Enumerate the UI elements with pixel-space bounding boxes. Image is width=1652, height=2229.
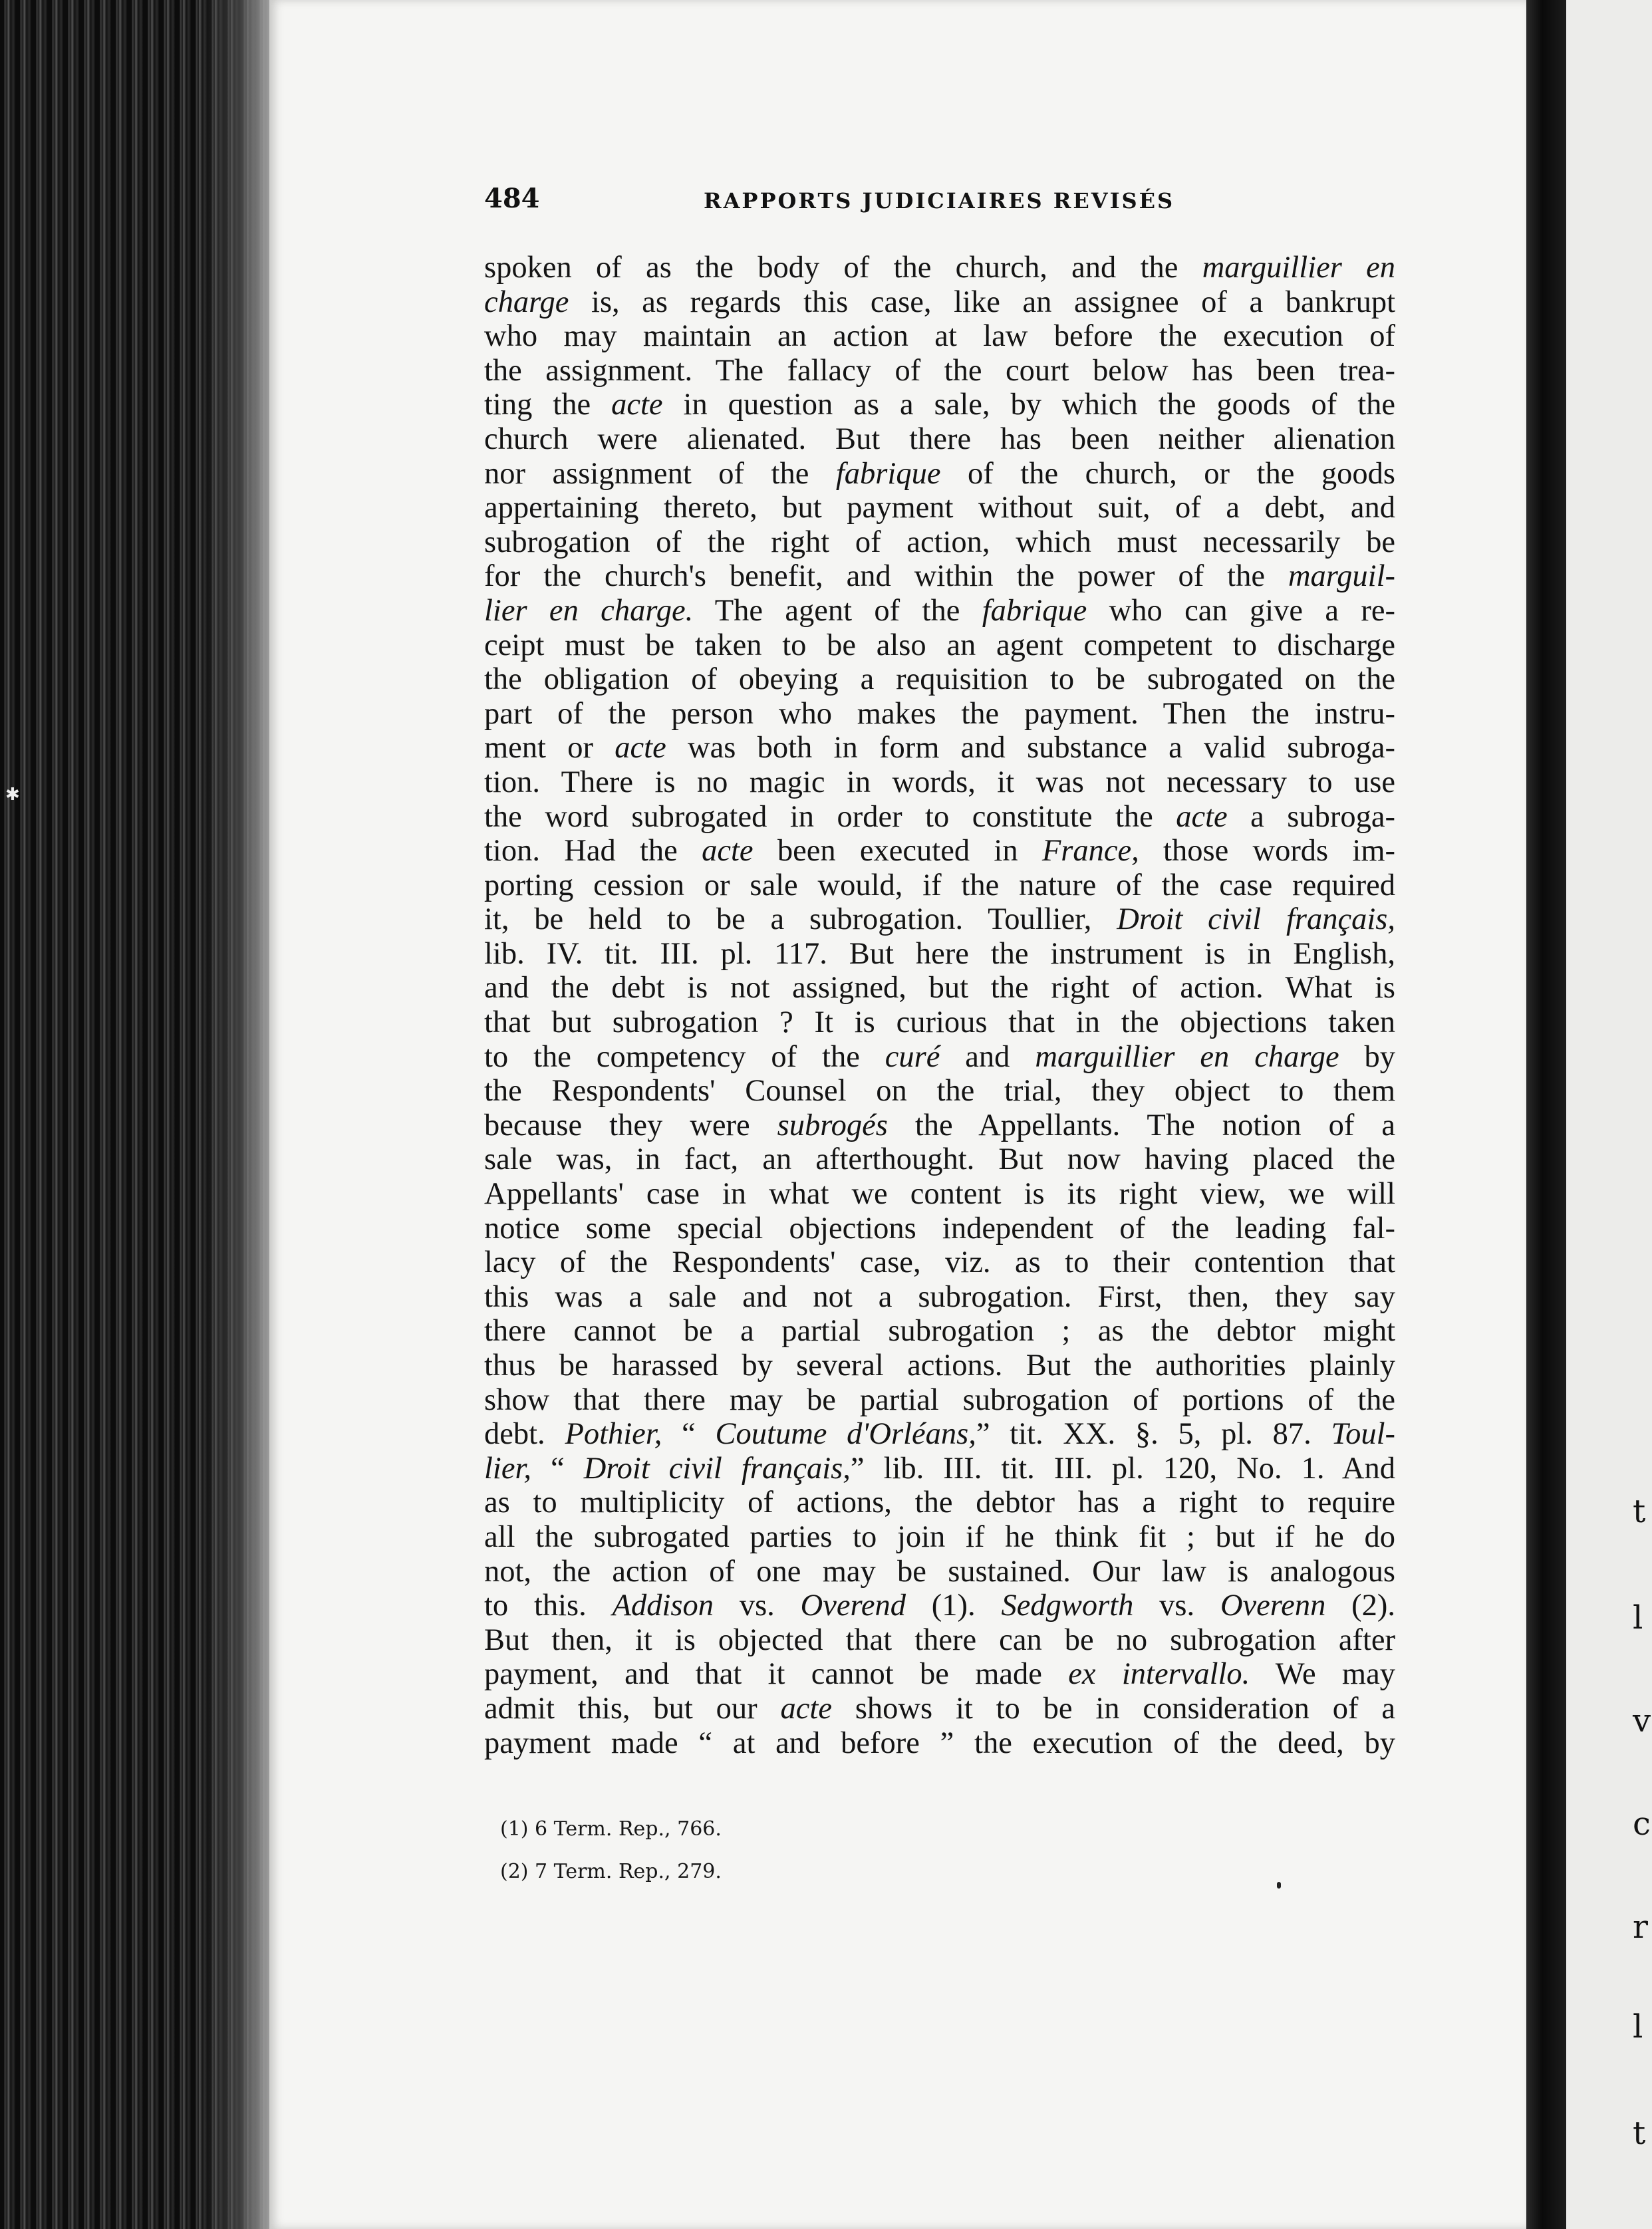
body-text-segment: the word subrogated in order to constitute the <box>484 799 1176 834</box>
body-text-segment: (1). <box>905 1589 1002 1623</box>
body-line <box>484 1349 1395 1383</box>
footnote-2: (2) 7 Term. Rep., 279. <box>500 1860 722 1883</box>
body-line <box>484 1486 1395 1520</box>
body-text-segment: as to multiplicity of actions, the debtor has a right to require <box>484 1486 1395 1520</box>
body-text-segment: ceipt must be taken to be also an agent competent to discharge <box>484 628 1395 662</box>
body-text-segment: was both in form and substance a valid subroga- <box>666 731 1396 765</box>
body-line <box>484 354 1395 388</box>
body-text-segment: lib. IV. tit. III. pl. 117. But here the instrument is in English, <box>484 936 1395 971</box>
adjacent-page-letter: c <box>1633 1805 1651 1843</box>
body-text-segment: subrogation of the right of action, which must necessarily be <box>484 525 1395 559</box>
body-text-segment: thus be harassed by several actions. But the authorities plainly <box>484 1349 1395 1382</box>
body-line <box>484 1417 1395 1452</box>
gutter-shadow <box>200 0 269 2229</box>
body-line <box>484 834 1395 868</box>
body-text-segment: The agent of the <box>693 593 982 628</box>
italic-term: Sedgworth <box>1001 1589 1134 1623</box>
body-line <box>484 1314 1395 1349</box>
body-text-segment: not, the action of one may be sustained. Our law is analogous <box>484 1554 1395 1589</box>
body-text-segment: porting cession or sale would, if the nature of the case required <box>484 868 1395 902</box>
italic-term: lier en charge. <box>484 593 694 628</box>
body-text-segment: sale was, in fact, an afterthought. But now having placed the <box>484 1142 1395 1177</box>
italic-term: ex intervallo. <box>1068 1657 1250 1692</box>
body-text-segment: payment made “ at and before ” the execution of the deed, by <box>484 1726 1395 1760</box>
body-line <box>484 1177 1395 1212</box>
body-line <box>484 251 1395 285</box>
body-text-segment: notice some special objections independent of the leading fal- <box>484 1211 1395 1246</box>
body-text-segment: tion. Had the <box>484 834 702 868</box>
italic-term: marguillier en charge <box>1035 1039 1339 1074</box>
body-text-segment: who may maintain an action at law before the execution of <box>484 319 1395 354</box>
footnote-1: (1) 6 Term. Rep., 766. <box>500 1817 722 1841</box>
body-text-segment: those words im- <box>1139 834 1396 868</box>
body-text-segment: is, as regards this case, like an assignee of a bankrupt <box>569 285 1395 319</box>
adjacent-page-letter: r <box>1633 1908 1648 1946</box>
adjacent-page-letter: t <box>1633 1493 1646 1530</box>
body-line <box>484 491 1395 525</box>
body-text-segment: “ <box>531 1451 584 1486</box>
body-text-segment: the Respondents' Counsel on the trial, they object to them <box>484 1074 1395 1109</box>
italic-term: Pothier, <box>565 1417 662 1452</box>
body-line <box>484 765 1395 800</box>
body-line <box>484 1212 1395 1246</box>
body-text-segment: the obligation of obeying a requisition to be subrogated on the <box>484 662 1395 697</box>
adjacent-page-letter: l <box>1633 1599 1643 1637</box>
body-line <box>484 902 1395 937</box>
body-line <box>484 1280 1395 1315</box>
page-number: 484 <box>484 183 540 214</box>
body-text-segment: (2). <box>1325 1589 1395 1623</box>
body-text-segment: and the debt is not assigned, but the right of action. What is <box>484 971 1395 1005</box>
body-line <box>484 1040 1395 1075</box>
body-line <box>484 662 1395 697</box>
body-line <box>484 1246 1395 1280</box>
ink-speck <box>1277 1882 1281 1889</box>
body-line <box>484 937 1395 972</box>
body-text-segment: all the subrogated parties to join if he think fit ; but if he do <box>484 1519 1395 1554</box>
italic-term: marguillier en <box>1202 251 1395 285</box>
italic-term: acte <box>1176 799 1228 834</box>
body-line <box>484 319 1395 354</box>
page-header <box>484 183 1182 223</box>
body-line <box>484 1383 1395 1418</box>
italic-term: acte <box>780 1691 832 1726</box>
body-text-segment: admit this, but our <box>484 1691 781 1726</box>
running-title: RAPPORTS JUDICIAIRES REVISÉS <box>704 188 1175 213</box>
body-line <box>484 559 1395 594</box>
body-text-segment: vs. <box>1133 1589 1220 1623</box>
body-text-segment: part of the person who makes the payment. Then the instru- <box>484 696 1395 731</box>
body-text-segment: debt. <box>484 1417 565 1452</box>
italic-term: Toul- <box>1331 1417 1396 1452</box>
italic-term: Overend <box>800 1589 906 1623</box>
body-line <box>484 971 1395 1005</box>
italic-term: Droit civil français, <box>1117 902 1395 937</box>
body-line <box>484 285 1395 320</box>
body-text-segment: ” tit. XX. §. 5, pl. 87. <box>976 1417 1331 1452</box>
italic-term: fabrique <box>982 593 1087 628</box>
body-text-segment: because they were <box>484 1108 777 1142</box>
body-line <box>484 697 1395 731</box>
body-text-segment: to this. <box>484 1589 613 1623</box>
body-line <box>484 1074 1395 1109</box>
body-line <box>484 1623 1395 1658</box>
body-line <box>484 1142 1395 1177</box>
body-text-segment: payment, and that it cannot be made <box>484 1657 1069 1692</box>
body-line <box>484 1657 1395 1692</box>
body-line <box>484 1555 1395 1589</box>
body-text-segment: the assignment. The fallacy of the court below has been trea- <box>484 353 1395 388</box>
body-text-segment: been executed in <box>753 834 1042 868</box>
italic-term: Addison <box>612 1589 714 1623</box>
italic-term: acte <box>611 388 663 422</box>
body-text-segment: We may <box>1250 1657 1395 1692</box>
body-text-segment: that but subrogation ? It is curious that in the objections taken <box>484 1005 1395 1040</box>
body-text-segment: tion. There is no magic in words, it was not necessary to use <box>484 765 1395 799</box>
body-text-segment: ” lib. III. tit. III. pl. 120, No. 1. And <box>850 1451 1395 1486</box>
body-line <box>484 594 1395 628</box>
body-line <box>484 628 1395 663</box>
body-line <box>484 1005 1395 1040</box>
italic-term: marguil- <box>1288 559 1395 594</box>
body-text-segment: who can give a re- <box>1087 593 1395 628</box>
body-line <box>484 868 1395 903</box>
body-text-segment: this was a sale and not a subrogation. First, then, they say <box>484 1279 1395 1314</box>
body-text-segment: and <box>940 1039 1035 1074</box>
body-text-segment: spoken of as the body of the church, and the <box>484 251 1202 285</box>
body-text-segment: Appellants' case in what we content is its right view, we will <box>484 1177 1395 1212</box>
italic-term: France, <box>1041 834 1139 868</box>
body-text-segment: ment or <box>484 731 615 765</box>
body-text-segment: it, be held to be a subrogation. Toullier, <box>484 902 1117 937</box>
body-line <box>484 1726 1395 1761</box>
adjacent-page-letter: t <box>1633 2115 1646 2152</box>
body-line <box>484 457 1395 491</box>
body-text-segment: church were alienated. But there has been neither alienation <box>484 422 1395 456</box>
body-text-segment: of the church, or the goods <box>940 456 1395 491</box>
body-text-segment: a subroga- <box>1227 799 1395 834</box>
body-text-segment: for the church's benefit, and within the power of the <box>484 559 1288 594</box>
adjacent-page-letter: v <box>1633 1702 1651 1740</box>
body-text-segment: show that there may be partial subrogation of portions of the <box>484 1382 1395 1417</box>
body-text-segment: vs. <box>714 1589 801 1623</box>
italic-term: acte <box>702 834 754 868</box>
footnotes <box>500 1817 722 1902</box>
italic-term: Coutume d'Orléans, <box>715 1417 976 1452</box>
body-text-segment: appertaining thereto, but payment without suit, of a debt, and <box>484 491 1395 525</box>
body-line <box>484 1520 1395 1555</box>
body-line <box>484 800 1395 835</box>
italic-term: fabrique <box>835 456 941 491</box>
italic-term: Overenn <box>1220 1589 1326 1623</box>
body-line <box>484 388 1395 422</box>
body-text-segment: “ <box>662 1417 716 1452</box>
body-text-segment: there cannot be a partial subrogation ; as the debtor might <box>484 1314 1395 1349</box>
body-line <box>484 1452 1395 1486</box>
body-text-segment: shows it to be in consideration of a <box>831 1691 1395 1726</box>
body-line <box>484 422 1395 457</box>
italic-term: Droit civil français, <box>583 1451 851 1486</box>
body-line <box>484 731 1395 765</box>
body-line <box>484 525 1395 560</box>
body-text-segment: lacy of the Respondents' case, viz. as to their contention that <box>484 1246 1395 1280</box>
body-text-segment: But then, it is objected that there can be no subrogation after <box>484 1623 1395 1657</box>
italic-term: charge <box>484 285 569 319</box>
italic-term: lier, <box>484 1451 532 1486</box>
adjacent-page-strip <box>1566 0 1652 2229</box>
body-text-segment: the Appellants. The notion of a <box>887 1108 1395 1142</box>
italic-term: acte <box>615 731 666 765</box>
body-line <box>484 1692 1395 1726</box>
body-line <box>484 1109 1395 1143</box>
adjacent-page-letter: l <box>1633 2008 1643 2045</box>
italic-term: curé <box>885 1039 940 1074</box>
body-text-segment: nor assignment of the <box>484 456 836 491</box>
body-line <box>484 1589 1395 1623</box>
dust-speck: ✱ <box>5 785 20 805</box>
body-text-segment: in question as a sale, by which the goods of the <box>662 388 1395 422</box>
body-text-segment: to the competency of the <box>484 1039 885 1074</box>
page-edge-shadow <box>1526 0 1566 2229</box>
body-text-segment: by <box>1339 1039 1396 1074</box>
body-text <box>484 251 1395 1760</box>
italic-term: subrogés <box>777 1108 888 1142</box>
body-text-segment: ting the <box>484 388 612 422</box>
